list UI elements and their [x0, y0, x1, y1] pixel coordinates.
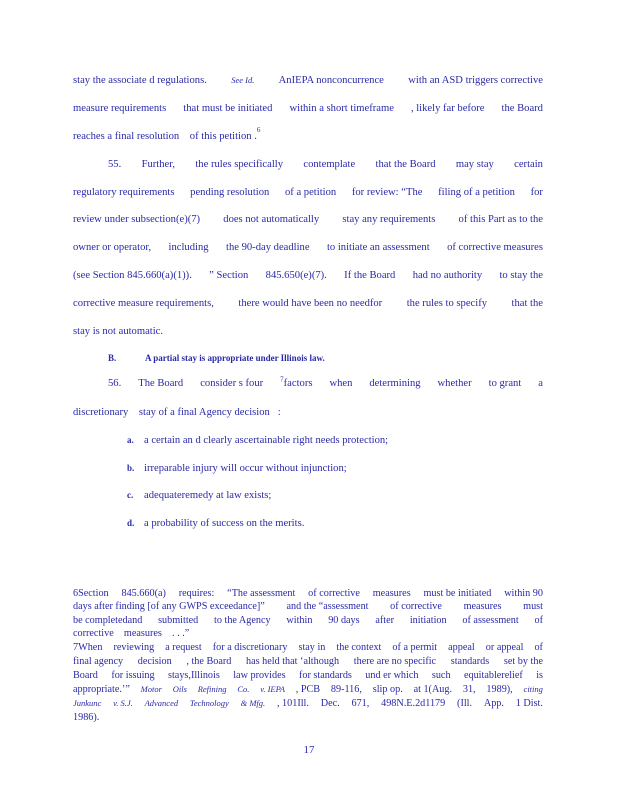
footnote-line: be completedand submitted to the Agency within 90 days after initiation of assessment of	[73, 615, 543, 626]
footnote-line: 1986).	[73, 712, 100, 723]
footnote-6: 6Section 845.660(a) requires: “The assessment of corrective measures must be initiated within 90	[73, 588, 543, 599]
list-item: b. irreparable injury will occur without injunction;	[127, 463, 347, 474]
footnote-7: 7When reviewing a request for a discretionary stay in the context of a permit appeal or appeal of	[73, 642, 543, 653]
body-line: stay the associate d regulations. See Id. AnIEPA nonconcurrence with an ASD triggers corrective	[73, 75, 543, 86]
paragraph-55-start: 55. Further, the rules specifically contemplate that the Board may stay certain	[108, 159, 543, 170]
body-line: (see Section 845.660(a)(1)). ” Section 845.650(e)(7). If the Board had no authority to stay the	[73, 270, 543, 281]
footnote-line: Junkunc v. S.J. Advanced Technology & Mfg. , 101Ill. Dec. 671, 498N.E.2d1179 (Ill. App. 1 Dist.	[73, 698, 543, 709]
list-item: d. a probability of success on the merits.	[127, 518, 305, 529]
footnote-line: days after finding [of any GWPS exceedance]” and the “assessment of corrective measures must	[73, 601, 543, 612]
section-title: A partial stay is appropriate under Illinois law.	[145, 353, 325, 363]
list-item: c. adequateremedy at law exists;	[127, 490, 272, 501]
body-line: regulatory requirements pending resolution of a petition for review: “The filing of a petition for	[73, 187, 543, 198]
body-line: corrective measure requirements, there would have been no needfor the rules to specify that the	[73, 298, 543, 309]
footnote-line: appropriate.’” Motor Oils Refining Co. v. IEPA , PCB 89-116, slip op. at 1(Aug. 31, 1989), citing	[73, 684, 543, 695]
body-line: owner or operator, including the 90-day deadline to initiate an assessment of corrective measures	[73, 242, 543, 253]
paragraph-56-start: 56. The Board consider s four $^7$factors when determining whether to grant a	[108, 375, 543, 389]
section-heading	[108, 353, 325, 363]
body-line: stay is not automatic.	[73, 326, 164, 337]
footnote-line: corrective measures . . .”	[73, 628, 190, 639]
body-line: review under subsection(e)(7) does not automatically stay any requirements of this Part as to the	[73, 214, 543, 225]
body-line: reaches a final resolution of this petition . 6	[73, 126, 261, 142]
body-line: measure requirements that must be initiated within a short timeframe , likely far before the Board	[73, 103, 543, 114]
body-line: discretionary stay of a final Agency decision :	[73, 407, 281, 418]
list-item: a. a certain an d clearly ascertainable right needs protection;	[127, 435, 389, 446]
page-number: 17	[303, 744, 315, 756]
footnote-line: Board for issuing stays,Illinois law provides for standards und er which such equitablerelief is	[73, 670, 543, 681]
footnote-line: final agency decision , the Board has held that ‘although there are no specific standards set by the	[73, 656, 543, 667]
section-letter: B.	[108, 353, 117, 363]
